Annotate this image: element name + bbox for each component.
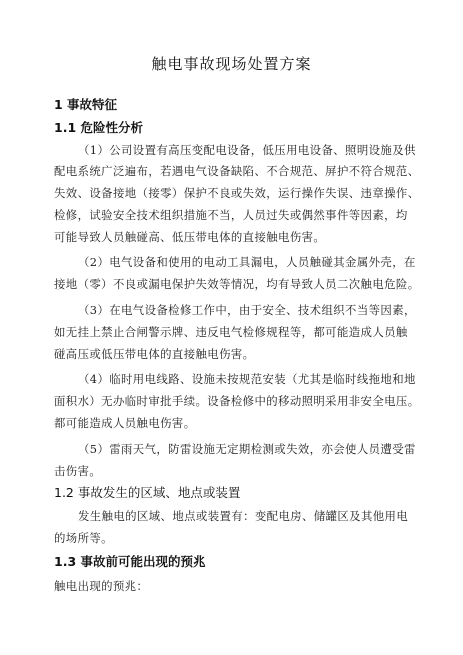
section-heading-1: 1 事故特征 — [54, 97, 118, 112]
paragraph-line: 都可能造成人员触电伤害。 — [54, 416, 196, 430]
paragraph-line: 如无挂上禁止合闸警示牌、违反电气检修规程等，都可能造成人员触 — [54, 325, 408, 339]
paragraph-line: 可能导致人员触碰高、低压带电体的直接触电伤害。 — [54, 230, 326, 244]
paragraph-line: （4）临时用电线路、设施未按规范安装（尤其是临时线拖地和地 — [78, 372, 416, 386]
paragraph-line: 检修，试验安全技术组织措施不当，人员过失或偶然事件等因素，均 — [54, 208, 408, 222]
paragraph-line: 发生触电的区域、地点或装置有：变配电房、储罐区及其他用电 — [78, 509, 409, 523]
paragraph-line: 碰高压或低压带电体的直接触电伤害。 — [54, 347, 255, 361]
paragraph-line: （3）在电气设备检修工作中，由于安全、技术组织不当等因素， — [78, 303, 416, 317]
paragraph-line: 接地（零）不良或漏电保护失效等情况，均有导致人员二次触电危险。 — [54, 277, 420, 291]
section-heading-1-1: 1.1 危险性分析 — [54, 120, 143, 135]
paragraph-line: 配电系统广泛遍布，若遇电气设备缺陷、不合规范、屏护不符合规范、 — [54, 164, 420, 178]
paragraph-line: （1）公司设置有高压变配电设备，低压用电设备、照明设施及供 — [78, 143, 416, 157]
paragraph-line: （2）电气设备和使用的电动工具漏电，人员触碰其金属外壳，在 — [78, 255, 416, 269]
paragraph-line: 触电出现的预兆： — [54, 579, 149, 593]
paragraph-line: 击伤害。 — [54, 464, 102, 478]
paragraph-line: （5）雷雨天气，防雷设施无定期检测或失效，亦会使人员遭受雷 — [78, 442, 416, 456]
paragraph-line: 失效、设备接地（接零）保护不良或失效，运行操作失误、违章操作、 — [54, 186, 420, 200]
document-title: 触电事故现场处置方案 — [151, 55, 312, 73]
paragraph-line: 面积水）无办临时审批手续。设备检修中的移动照明采用非安全电压。 — [54, 394, 420, 408]
section-heading-1-3: 1.3 事故前可能出现的预兆 — [54, 554, 206, 569]
paragraph-line: 的场所等。 — [54, 531, 113, 545]
section-heading-1-2: 1.2 事故发生的区域、地点或装置 — [54, 485, 241, 500]
